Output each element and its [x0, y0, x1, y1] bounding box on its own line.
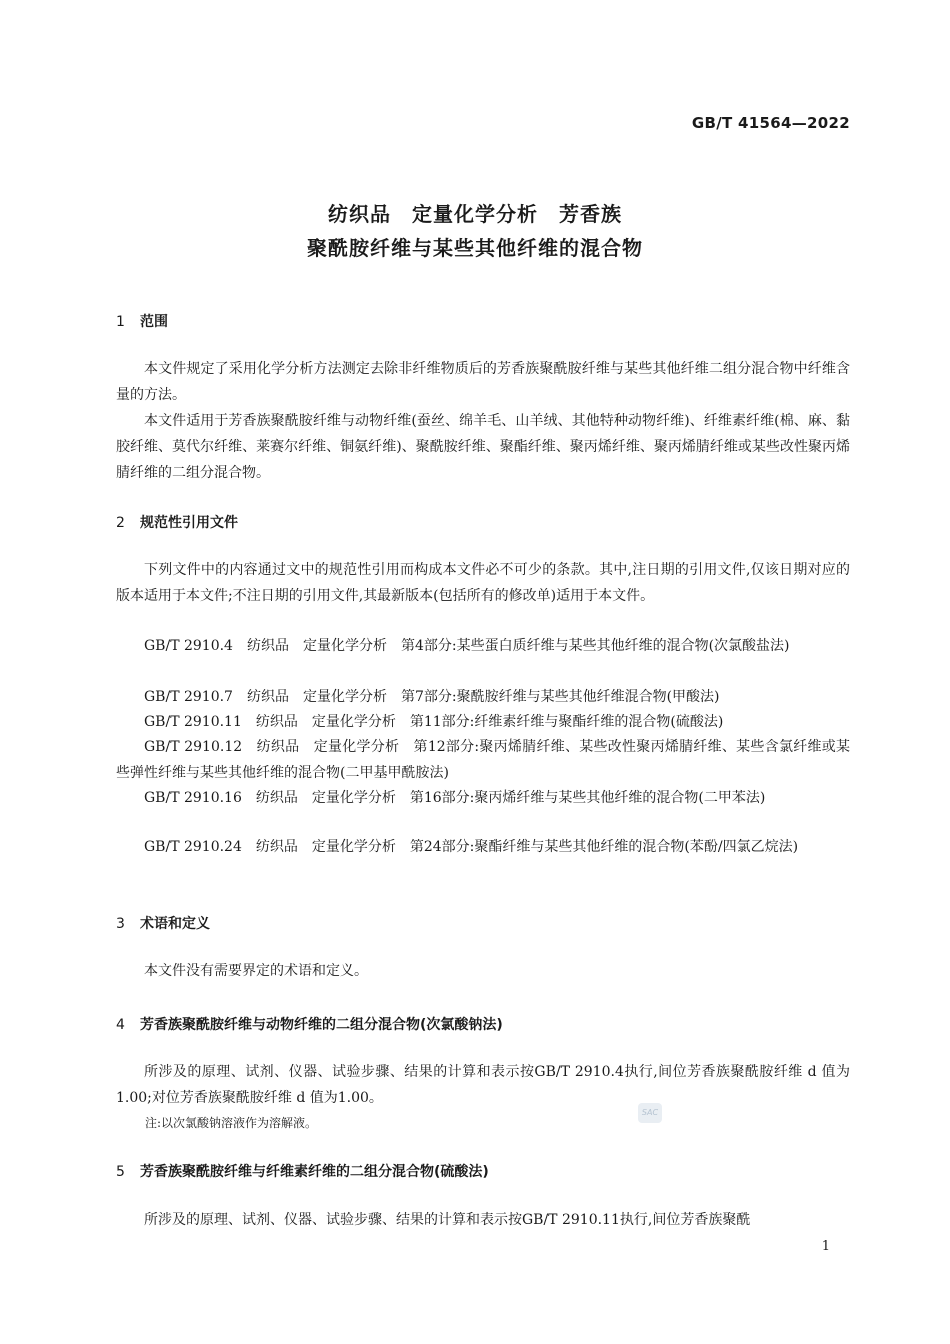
section-heading-3	[116, 913, 210, 933]
sac-watermark-logo: SAC	[638, 1103, 662, 1123]
document-title-line1: 纺织品 定量化学分析 芳香族	[328, 202, 622, 226]
paragraph: 本文件规定了采用化学分析方法测定去除非纤维物质后的芳香族聚酰胺纤维与某些其他纤维二组分混合物中纤维含量的方法。	[116, 361, 850, 403]
paragraph: 本文件适用于芳香族聚酰胺纤维与动物纤维(蚕丝、绵羊毛、山羊绒、其他特种动物纤维)、纤维素纤维(棉、麻、黏胶纤维、莫代尔纤维、莱赛尔纤维、铜氨纤维)、聚酰胺纤维、聚酯纤维、聚丙烯纤维、聚丙烯腈纤维或某些改性聚丙烯腈纤维的二组分混合物。	[116, 413, 850, 481]
section-heading-2	[116, 512, 238, 532]
section-title: 芳香族聚酰胺纤维与动物纤维的二组分混合物(次氯酸钠法)	[140, 1017, 503, 1033]
section-title: 术语和定义	[140, 916, 210, 932]
section-title: 芳香族聚酰胺纤维与纤维素纤维的二组分混合物(硫酸法)	[140, 1164, 489, 1180]
section-number: 5	[116, 1164, 125, 1180]
section-number: 2	[116, 515, 125, 531]
section-title: 规范性引用文件	[140, 515, 238, 531]
paragraph: 下列文件中的内容通过文中的规范性引用而构成本文件必不可少的条款。其中,注日期的引用文件,仅该日期对应的版本适用于本文件;不注日期的引用文件,其最新版本(包括所有的修改单)适用于本文件。	[116, 562, 850, 604]
reference-item: GB/T 2910.16 纺织品 定量化学分析 第16部分:聚丙烯纤维与某些其他纤维的混合物(二甲苯法)	[144, 790, 766, 806]
note: 注:以次氯酸钠溶液作为溶解液。	[145, 1116, 318, 1130]
reference-item: GB/T 2910.12 纺织品 定量化学分析 第12部分:聚丙烯腈纤维、某些改性聚丙烯腈纤维、某些含氯纤维或某些弹性纤维与某些其他纤维的混合物(二甲基甲酰胺法)	[116, 739, 850, 781]
section-number: 3	[116, 916, 125, 932]
reference-item: GB/T 2910.7 纺织品 定量化学分析 第7部分:聚酰胺纤维与某些其他纤维混合物(甲酸法)	[144, 689, 720, 705]
section-heading-4	[116, 1014, 503, 1034]
section-heading-1	[116, 311, 168, 331]
section-heading-5	[116, 1161, 489, 1181]
paragraph: 所涉及的原理、试剂、仪器、试验步骤、结果的计算和表示按GB/T 2910.11执行,间位芳香族聚酰	[144, 1212, 751, 1228]
section-number: 4	[116, 1017, 125, 1033]
paragraph: 本文件没有需要界定的术语和定义。	[144, 963, 368, 979]
section-number: 1	[116, 314, 125, 330]
reference-item: GB/T 2910.4 纺织品 定量化学分析 第4部分:某些蛋白质纤维与某些其他纤维的混合物(次氯酸盐法)	[144, 638, 790, 654]
reference-item: GB/T 2910.11 纺织品 定量化学分析 第11部分:纤维素纤维与聚酯纤维的混合物(硫酸法)	[144, 714, 724, 730]
page-number: 1	[821, 1239, 830, 1254]
document-title-line2: 聚酰胺纤维与某些其他纤维的混合物	[307, 236, 643, 260]
standard-code: GB/T 41564—2022	[691, 114, 850, 132]
reference-item: GB/T 2910.24 纺织品 定量化学分析 第24部分:聚酯纤维与某些其他纤维的混合物(苯酚/四氯乙烷法)	[144, 839, 799, 855]
paragraph: 所涉及的原理、试剂、仪器、试验步骤、结果的计算和表示按GB/T 2910.4执行,间位芳香族聚酰胺纤维 d 值为1.00;对位芳香族聚酰胺纤维 d 值为1.00。	[116, 1064, 850, 1106]
section-title: 范围	[140, 314, 168, 330]
